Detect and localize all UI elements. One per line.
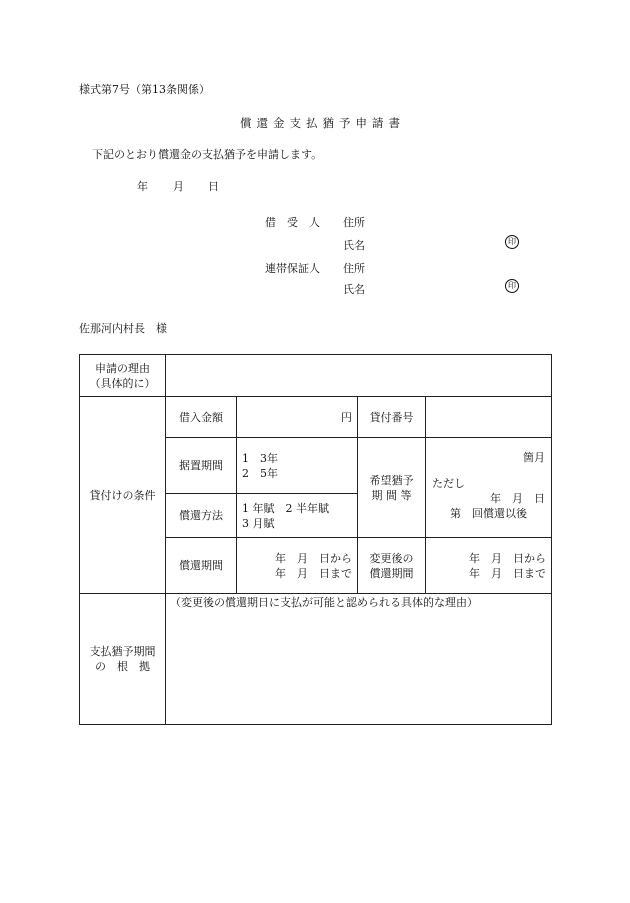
repayment-period-field[interactable] (237, 538, 358, 594)
table-row (80, 594, 552, 725)
repayment-method-label: 償還方法 (166, 494, 237, 538)
form-number: 様式第7号（第13条関係） (79, 83, 210, 96)
seal-mark: 印 (505, 235, 519, 249)
changed-period-label (358, 538, 426, 594)
changed-period-field[interactable] (426, 538, 552, 594)
deferment-options[interactable] (237, 438, 358, 494)
guarantor-address-label: 住所 (343, 262, 365, 275)
repayment-option-1: 1 年賦 2 半年賦 (242, 501, 329, 515)
borrower-name-label: 氏名 (343, 239, 365, 252)
from-repayment-text: 第 回償還以後 (450, 507, 527, 520)
period-from: 年 月 日から (275, 551, 352, 565)
changed-label-line1: 変更後の (369, 551, 414, 565)
guarantor-label: 連帯保証人 (265, 262, 320, 275)
repayment-method-options[interactable] (237, 494, 358, 538)
reason-label-line1: 申請の理由 (95, 361, 150, 375)
basis-field[interactable] (166, 594, 552, 725)
period-to: 年 月 日まで (275, 566, 352, 580)
changed-period-to: 年 月 日まで (469, 566, 546, 580)
reason-label-line2: （具体的に） (89, 376, 156, 390)
table-row (80, 397, 552, 438)
addressee: 佐那河内村長 様 (79, 322, 167, 335)
seal-mark: 印 (505, 279, 519, 293)
basis-label-line1: 支払猶予期間 (89, 645, 156, 658)
table-row (80, 355, 552, 397)
guarantor-name-label: 氏名 (343, 283, 365, 296)
deferment-option-2: 2 5年 (242, 466, 278, 480)
conditions-label: 貸付けの条件 (80, 397, 166, 594)
document-title: 償還金支払猶予申請書 (240, 116, 405, 130)
desired-label-line2: 期 間 等 (371, 488, 412, 502)
date-day: 日 (208, 180, 219, 193)
date-month: 月 (173, 180, 184, 193)
loan-number-field[interactable] (426, 397, 552, 438)
desired-label-cell (358, 438, 426, 538)
basis-label-cell (80, 594, 166, 725)
repayment-period-label: 償還期間 (166, 538, 237, 594)
changed-period-from: 年 月 日から (469, 551, 546, 565)
loan-amount-field[interactable]: 円 (237, 397, 358, 438)
desired-period-field[interactable] (426, 438, 552, 538)
repayment-option-2: 3 月賦 (242, 516, 275, 530)
intro-text: 下記のとおり償還金の支払猶予を申請します。 (92, 148, 323, 161)
date-year: 年 (137, 180, 148, 193)
deferment-label: 据置期間 (166, 438, 237, 494)
borrower-label: 借 受 人 (265, 216, 320, 229)
changed-label-line2: 償還期間 (369, 566, 414, 580)
loan-number-label: 貸付番号 (358, 397, 426, 438)
borrower-address-label: 住所 (343, 216, 365, 229)
application-table (79, 354, 552, 725)
reason-label-cell (80, 355, 166, 397)
months-unit: 箇月 (523, 451, 545, 464)
desired-label-line1: 希望猶予 (369, 473, 414, 487)
basis-note: （変更後の償還期日に支払が可能と認められる具体的な理由） (170, 596, 478, 609)
however-text: ただし (432, 477, 465, 490)
loan-amount-label: 借入金額 (166, 397, 237, 438)
deferment-option-1: 1 3年 (242, 451, 278, 465)
however-date: 年 月 日 (490, 492, 545, 505)
reason-field[interactable] (166, 355, 552, 397)
basis-label-line2: の 根 拠 (95, 660, 150, 673)
